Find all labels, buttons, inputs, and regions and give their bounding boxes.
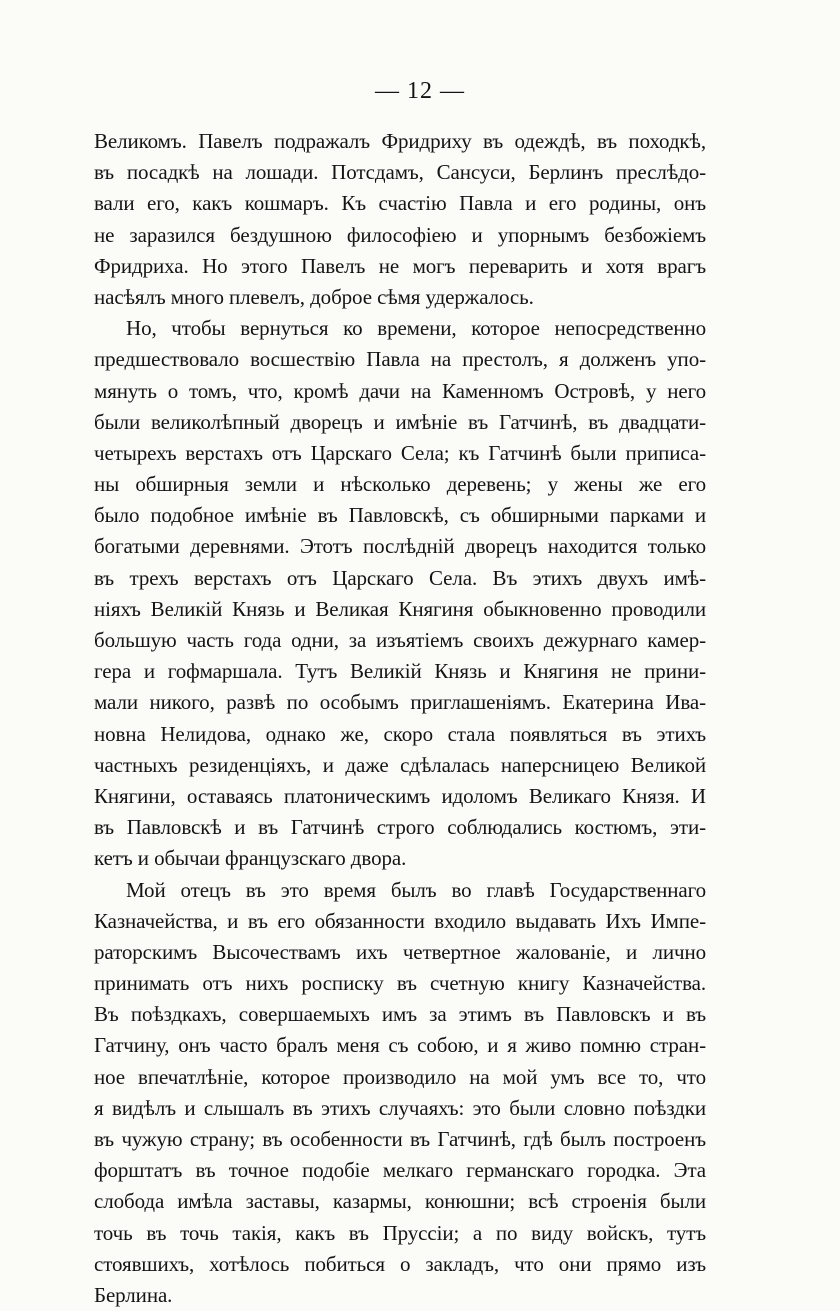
text-line: не заразился бездушною философіею и упорнымъ безбожіемъ — [94, 220, 706, 251]
text-line: Мой отецъ въ это время былъ во главѣ Государственнаго — [94, 875, 706, 906]
text-line: было подобное имѣніе въ Павловскѣ, съ обширными парками и — [94, 500, 706, 531]
text-line: форштатъ въ точное подобіе мелкаго германскаго городка. Эта — [94, 1155, 706, 1186]
text-line: кетъ и обычаи французскаго двора. — [94, 843, 706, 874]
text-line: были великолѣпный дворецъ и имѣніе въ Гатчинѣ, въ двадцати- — [94, 407, 706, 438]
text-line: Гатчину, онъ часто бралъ меня съ собою, и я живо помню стран- — [94, 1030, 706, 1061]
text-line: Княгини, оставаясь платоническимъ идоломъ Великаго Князя. И — [94, 781, 706, 812]
text-line: я видѣлъ и слышалъ въ этихъ случаяхъ: это были словно поѣздки — [94, 1093, 706, 1124]
text-line: Берлина. — [94, 1280, 706, 1311]
text-line: въ трехъ верстахъ отъ Царскаго Села. Въ этихъ двухъ имѣ- — [94, 563, 706, 594]
text-line: Но, чтобы вернуться ко времени, которое непосредственно — [94, 313, 706, 344]
text-line: точь въ точь такія, какъ въ Пруссіи; а по виду войскъ, тутъ — [94, 1218, 706, 1249]
text-line: насѣялъ много плевелъ, доброе сѣмя удержалось. — [94, 282, 706, 313]
text-line: Въ поѣздкахъ, совершаемыхъ имъ за этимъ въ Павловскъ и въ — [94, 999, 706, 1030]
text-line: въ Павловскѣ и въ Гатчинѣ строго соблюдались костюмъ, эти- — [94, 812, 706, 843]
text-line: вали его, какъ кошмаръ. Къ счастію Павла и его родины, онъ — [94, 188, 706, 219]
text-line: мянуть о томъ, что, кромѣ дачи на Каменномъ Островѣ, у него — [94, 376, 706, 407]
paragraph — [94, 313, 706, 874]
text-line: ны обширныя земли и нѣсколько деревень; у жены же его — [94, 469, 706, 500]
text-line: принимать отъ нихъ росписку въ счетную книгу Казначейства. — [94, 968, 706, 999]
text-line: ніяхъ Великій Князь и Великая Княгиня обыкновенно проводили — [94, 594, 706, 625]
text-line: четырехъ верстахъ отъ Царскаго Села; къ Гатчинѣ были приписа- — [94, 438, 706, 469]
text-line: слобода имѣла заставы, казармы, конюшни; всѣ строенія были — [94, 1186, 706, 1217]
text-line: Великомъ. Павелъ подражалъ Фридриху въ одеждѣ, въ походкѣ, — [94, 126, 706, 157]
paragraph — [94, 875, 706, 1311]
text-line: ное впечатлѣніе, которое производило на мой умъ все то, что — [94, 1062, 706, 1093]
body-text — [94, 126, 706, 1311]
text-line: въ чужую страну; въ особенности въ Гатчинѣ, гдѣ былъ построенъ — [94, 1124, 706, 1155]
paragraph — [94, 126, 706, 313]
page-number: — 12 — — [0, 78, 840, 105]
text-line: раторскимъ Высочествамъ ихъ четвертное жалованіе, и лично — [94, 937, 706, 968]
text-line: новна Нелидова, однако же, скоро стала появляться въ этихъ — [94, 719, 706, 750]
text-line: большую часть года одни, за изъятіемъ своихъ дежурнаго камер- — [94, 625, 706, 656]
text-line: богатыми деревнями. Этотъ послѣдній дворецъ находится только — [94, 531, 706, 562]
text-line: предшествовало восшествію Павла на престолъ, я долженъ упо- — [94, 344, 706, 375]
text-line: Казначейства, и въ его обязанности входило выдавать Ихъ Импе- — [94, 906, 706, 937]
text-line: въ посадкѣ на лошади. Потсдамъ, Сансуси, Берлинъ преслѣдо- — [94, 157, 706, 188]
text-line: частныхъ резиденціяхъ, и даже сдѣлалась наперсницею Великой — [94, 750, 706, 781]
text-line: стоявшихъ, хотѣлось побиться о закладъ, что они прямо изъ — [94, 1249, 706, 1280]
text-line: Фридриха. Но этого Павелъ не могъ переварить и хотя врагъ — [94, 251, 706, 282]
text-line: мали никого, развѣ по особымъ приглашеніямъ. Екатерина Ива- — [94, 687, 706, 718]
text-line: гера и гофмаршала. Тутъ Великій Князь и Княгиня не прини- — [94, 656, 706, 687]
